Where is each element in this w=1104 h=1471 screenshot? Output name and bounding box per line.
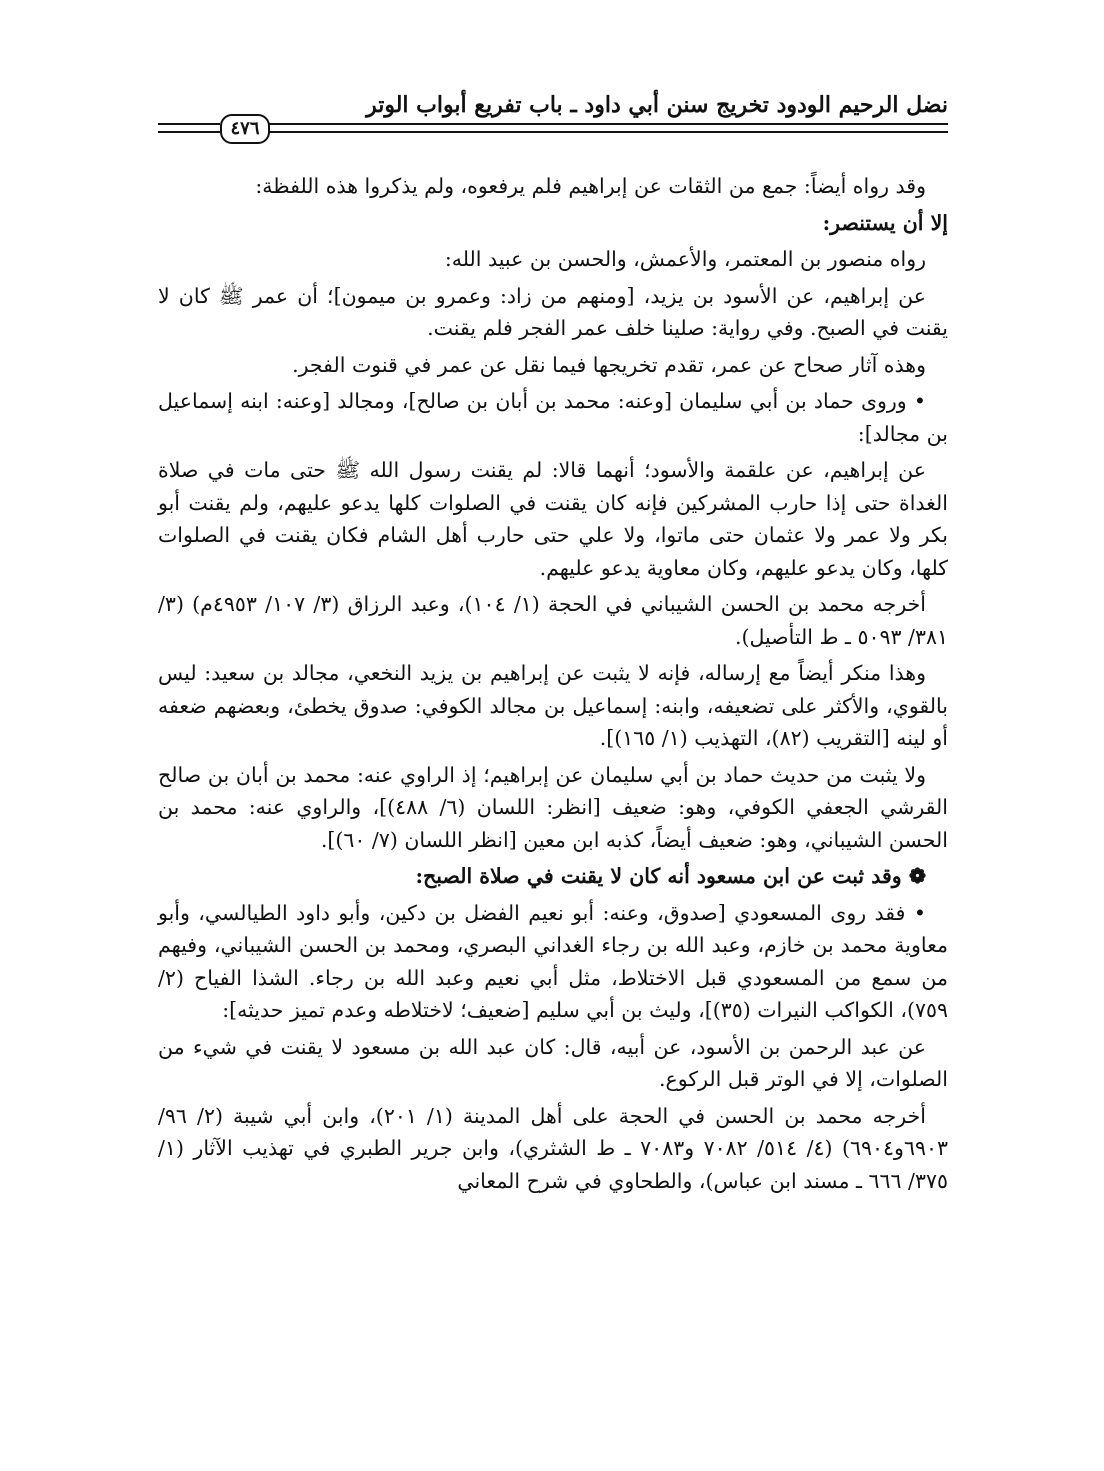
running-title: نضل الرحيم الودود تخريج سنن أبي داود ـ باب تفريع أبواب الوتر bbox=[366, 92, 948, 118]
paragraph: أخرجه محمد بن الحسن في الحجة على أهل المدينة (١/ ٢٠١)، وابن أبي شيبة (٢/ ٩٦/ ٦٩٠٣و٦٩٠٤) (٤/ ٥١٤/ ٧٠٨٢ و٧٠٨٣ ـ ط الشثري)، وابن جرير الطبري في تهذيب الآثار (١/ ٣٧٥/ ٦٦٦ ـ مسند ابن عباس)، والطحاوي في شرح المعاني bbox=[158, 1103, 948, 1193]
header-rule bbox=[266, 123, 948, 133]
paragraph: عن عبد الرحمن بن الأسود، عن أبيه، قال: كان عبد الله بن مسعود لا يقنت في شيء من الصلوات، إلا في الوتر قبل الركوع. bbox=[158, 1034, 948, 1091]
paragraph: • وروى حماد بن أبي سليمان [وعنه: محمد بن أبان بن صالح]، ومجالد [وعنه: ابنه إسماعيل بن مجالد]: bbox=[158, 389, 948, 446]
paragraph: عن إبراهيم، عن علقمة والأسود؛ أنهما قالا: لم يقنت رسول الله ﷺ حتى مات في صلاة الغداة حتى إذا حارب المشركين فإنه كان يقنت في الصلوات كلها يدعو عليهم، ولم يقنت أبو بكر ولا عمر ولا عثمان حتى ماتوا، ولا علي حتى حارب أهل الشام فكان يقنت في الصلوات كلها، وكان يدعو عليهم، وكان معاوية يدعو عليهم. bbox=[158, 458, 948, 580]
paragraph: عن إبراهيم، عن الأسود بن يزيد، [ومنهم من زاد: وعمرو بن ميمون]؛ أن عمر ﷺ كان لا يقنت في الصبح. وفي رواية: صلينا خلف عمر الفجر فلم يقنت. bbox=[158, 283, 948, 340]
paragraph: ❁ وقد ثبت عن ابن مسعود أنه كان لا يقنت في صلاة الصبح: bbox=[415, 864, 926, 888]
page-body bbox=[158, 170, 948, 1201]
paragraph: إلا أن يستنصر: bbox=[822, 210, 948, 235]
page-header bbox=[158, 92, 948, 148]
paragraph: • فقد روى المسعودي [صدوق، وعنه: أبو نعيم الفضل بن دكين، وأبو داود الطيالسي، وأبو معاوية محمد بن خازم، وعبد الله بن رجاء الغداني البصري، ومحمد بن الحسن الشيباني، وفيهم من سمع من المسعودي قبل الاختلاط، مثل أبي نعيم وعبد الله بن رجاء. الشذا الفياح (٢/ ٧٥٩)، الكواكب النيرات (٣٥)]، وليث بن أبي سليم [ضعيف؛ لاختلاطه وعدم تميز حديثه]: bbox=[158, 900, 948, 1022]
header-rule bbox=[158, 123, 220, 133]
paragraph: أخرجه محمد بن الحسن الشيباني في الحجة (١/ ١٠٤)، وعبد الرزاق (٣/ ١٠٧/ ٤٩٥٣م) (٣/ ٣٨١/ ٥٠٩٣ ـ ط التأصيل). bbox=[158, 592, 948, 649]
page-number: ٤٧٦ bbox=[220, 114, 270, 144]
paragraph: وهذا منكر أيضاً مع إرساله، فإنه لا يثبت عن إبراهيم بن يزيد النخعي، مجالد بن سعيد: ليس بالقوي، والأكثر على تضعيفه، وابنه: إسماعيل بن مجالد الكوفي: صدوق يخطئ، وبعضهم ضعفه أو لينه [التقريب (٨٢)، التهذيب (١/ ١٦٥)]. bbox=[158, 661, 948, 750]
paragraph: وقد رواه أيضاً: جمع من الثقات عن إبراهيم فلم يرفعوه، ولم يذكروا هذه اللفظة: bbox=[255, 174, 926, 198]
paragraph: رواه منصور بن المعتمر، والأعمش، والحسن بن عبيد الله: bbox=[444, 247, 926, 271]
paragraph: وهذه آثار صحاح عن عمر، تقدم تخريجها فيما نقل عن عمر في قنوت الفجر. bbox=[292, 352, 926, 377]
paragraph: ولا يثبت من حديث حماد بن أبي سليمان عن إبراهيم؛ إذ الراوي عنه: محمد بن أبان بن صالح القرشي الجعفي الكوفي، وهو: ضعيف [انظر: اللسان (٦/ ٤٨٨)]، والراوي عنه: محمد بن الحسن الشيباني، وهو: ضعيف أيضاً، كذبه ابن معين [انظر اللسان (٧/ ٦٠)]. bbox=[158, 762, 948, 852]
